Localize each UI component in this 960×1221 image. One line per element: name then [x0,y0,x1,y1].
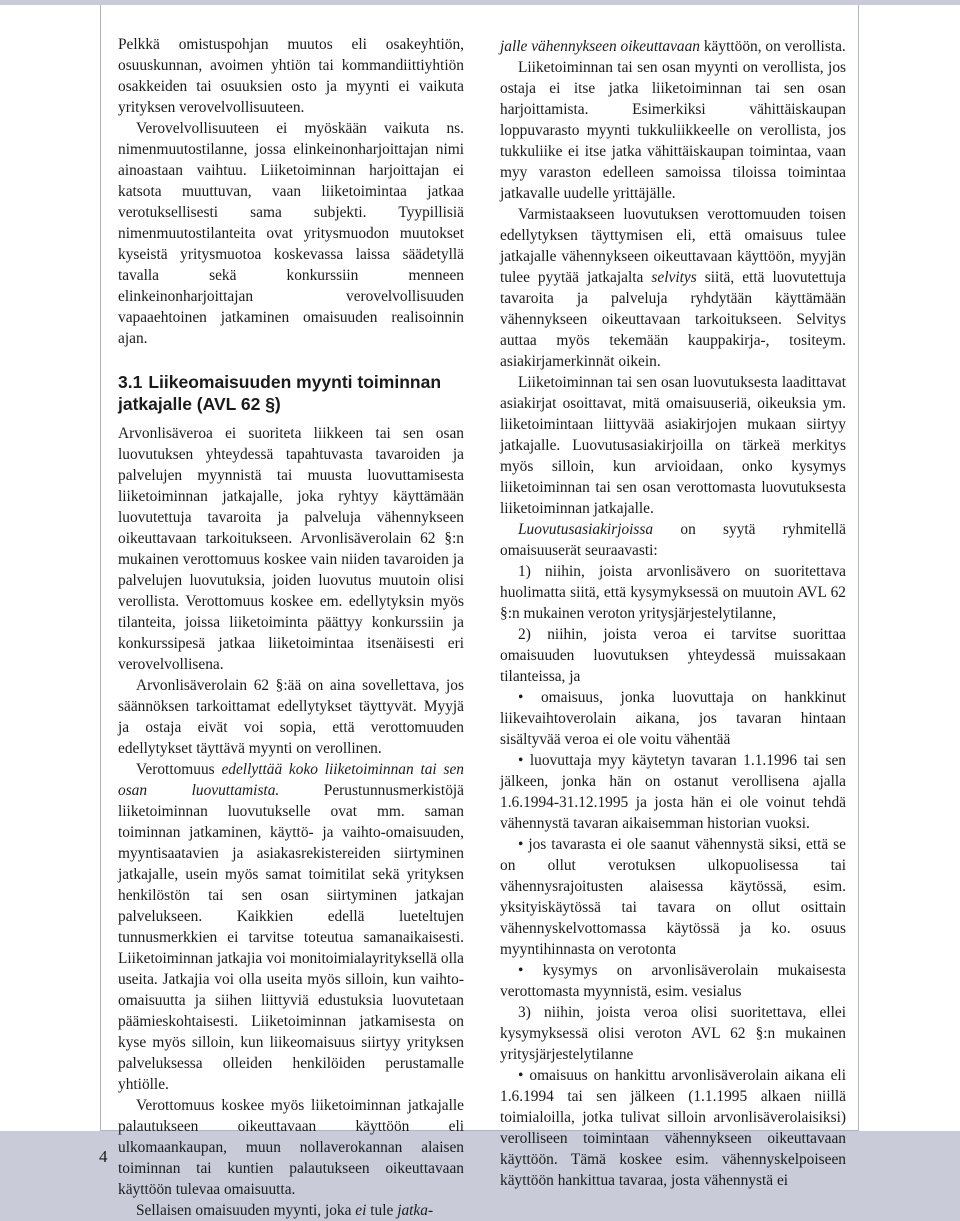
emphasis: ei [355,1202,367,1219]
left-column [118,34,464,1221]
text-run: Varmistaakseen luovutuksen verottomuuden toisen edellytyksen täyttymisen eli, että omaisuus tulee jatkajalle vähennykseen oikeuttavaan käyttöön, myyjän tulee pyytää jatkajalta [500,206,846,286]
list-item: 3) niihin, joista veroa olisi suoritettava, ellei kysymyksessä olisi veroton AVL 62 §:n mukainen yritysjärjestelytilanne [500,1004,846,1063]
text-run: tule [366,1202,398,1219]
text-run: Sellaisen omaisuuden myynti, joka [136,1202,356,1219]
emphasis: edellyttää koko liiketoiminnan tai sen osan luovuttamista. [118,761,464,799]
text-run: käyttöön, on verollista. [700,38,846,55]
emphasis: jatka- [397,1202,434,1219]
paragraph: Verovelvollisuuteen ei myöskään vaikuta ns. nimenmuutostilanne, jossa elinkeinonharjoittajan nimi ainoastaan vaihtuu. Liiketoiminnan harjoittajan ei katsota muuttuvan, vaan liiketoimintaa jatkaa verotuksellisesti sama subjekti. Tyypillisiä nimenmuutostilanteita ovat yritysmuodon muutokset kyseistä yritysmuotoa koskevassa laissa säädetyllä tavalla sekä konkurssiin menneen elinkeinonharjoittajan verovelvollisuuden vapaaehtoinen jatkaminen omaisuuden realisoinnin ajan. [118,120,464,347]
paragraph: Arvonlisäverolain 62 §:ää on aina sovellettava, jos säännöksen tarkoittamat edellytykset täyttyvät. Myyjä ja ostaja eivät voi sopia, että verottomuuden edellytykset täyttävä myynti on verollinen. [118,677,464,757]
paragraph [500,36,846,57]
list-item: 1) niihin, joista arvonlisävero on suoritettava huolimatta siitä, että kysymyksessä on muutoin AVL 62 §:n mukainen veroton yritysjärjestelytilanne, [500,563,846,622]
section-title: Liikeomaisuuden myynti toiminnan jatkajalle (AVL 62 §) [118,372,442,414]
paragraph [118,759,464,1095]
bullet-item: • luovuttaja myy käytetyn tavaran 1.1.1996 tai sen jälkeen, jonka hän on ostanut verollisena ajalla 1.6.1994-31.12.1995 ja josta hän ei ole voinut tehdä vähennystä tavaran aikaisemman historian vuoksi. [500,752,846,832]
paragraph [500,519,846,561]
paragraph: Liiketoiminnan tai sen osan luovutuksesta laadittavat asiakirjat osoittavat, mitä omaisuuseriä, oikeuksia ym. liiketoimintaan liittyvää asiakirjojen mukaan siirtyy jatkajalle. Luovutusasiakirjoilla on tärkeä merkitys myös silloin, kun arvioidaan, onko kysymys liiketoiminnan tai sen osan verottomasta luovutuksesta liiketoiminnan jatkajalle. [500,374,846,517]
emphasis: jalle vähennykseen oikeuttavaan [500,38,700,55]
page-number: 4 [99,1147,108,1166]
emphasis: selvitys [651,269,697,286]
list-item: 2) niihin, joista veroa ei tarvitse suorittaa omaisuuden luovutuksen yhteydessä muissakaan tilanteissa, ja [500,626,846,685]
paragraph: Pelkkä omistuspohjan muutos eli osakeyhtiön, osuuskunnan, avoimen yhtiön tai kommandiittiyhtiön osakkeiden tai osuuksien osto ja myynti ei vaikuta yrityksen verovelvollisuuteen. [118,36,464,116]
paragraph: Arvonlisäveroa ei suoriteta liikkeen tai sen osan luovutuksen yhteydessä tapahtuvasta tavaroiden ja palvelujen myynnistä tai muusta luovuttamisesta liiketoiminnan jatkajalle, joka ryhtyy käyttämään luovutettuja tavaroita ja palveluja vähennykseen oikeuttavaan tarkoitukseen. Arvonlisäverolain 62 §:n mukainen verottomuus koskee vain niiden tavaroiden ja palvelujen luovutuksia, joiden luovutus muutoin olisi verollista. Verottomuus koskee em. edellytyksin myös tilanteita, joissa liiketoiminta päättyy konkurssiin ja konkurssipesä jatkaa liiketoimintaa itsenäisesti eri verovelvollisena. [118,425,464,673]
paragraph [500,204,846,372]
text-run: Perustunnusmerkistöjä liiketoiminnan luovutukselle ovat mm. saman toiminnan jatkaminen, käyttö- ja vaihto-omaisuuden, myyntisaatavien ja asiakasrekistereiden siirtyminen jatkajalle, usein myös samat toimitilat sekä yrityksen henkilöstön tai sen osan siirtyminen jatkajan palvelukseen. Kaikkien edellä lueteltujen tunnusmerkkien ei tarvitse toteutua samanaikaisesti. Liiketoiminnan jatkajia voi monitoimialayrityksellä olla useita. Jatkajia voi olla useita myös silloin, kun vaihto-omaisuutta ja siihen liittyviä edustuksia luovutetaan päämieskohtaisesti. Liiketoiminnan jatkamisesta on kyse myös silloin, kun liikeomaisuus siirtyy yrityksen palveluksessa olleiden henkilöiden perustamalle yhtiölle. [118,782,464,1093]
emphasis: Luovutusasiakirjoissa [518,521,654,538]
right-column [500,36,846,1191]
bullet-item: • kysymys on arvonlisäverolain mukaisesta verottomasta myynnistä, esim. vesialus [500,962,846,1000]
paragraph: Liiketoiminnan tai sen osan myynti on verollista, jos ostaja ei itse jatka liiketoiminnan tai sen osan harjoittamista. Esimerkiksi vähittäiskaupan loppuvarasto myynti tukkuliikkeelle on verollista, jos tukkuliike ei itse jatka vähittäiskaupan toimintaa, vaan myy varaston edelleen samoissa tiloissa toimintaa jatkavalle uudelle yrittäjälle. [500,59,846,202]
text-run: siitä, että luovutettuja tavaroita ja palveluja ryhdytään käyttämään vähennykseen oikeuttavaan tarkoitukseen. Selvitys auttaa myös tekemään kauppakirja-, tositeym. asiakirjamerkinnät oikein. [500,269,846,370]
section-heading [118,371,464,415]
bullet-item: • omaisuus, jonka luovuttaja on hankkinut liikevaihtoverolain aikana, jos tavaran hintaan sisältyvää veroa ei ole voitu vähentää [500,689,846,748]
section-number: 3.1 [118,372,143,392]
bullet-item: • omaisuus on hankittu arvonlisäverolain aikana eli 1.6.1994 tai sen jälkeen (1.1.1995 alkaen niillä toimialoilla, jotka tulivat silloin arvonlisäverolaisiksi) verolliseen toimintaan vähennykseen oikeuttavaan käyttöön. Tämä koskee esim. vähennyskelpoiseen käyttöön hankittua tavaraa, josta vähennystä ei [500,1067,846,1189]
bullet-item: • jos tavarasta ei ole saanut vähennystä siksi, että se on ollut verotuksen ulkopuolisessa tai vähennysrajoitusten alaisessa käytössä, esim. yksityiskäytössä tai tavara on ollut osittain vähennyskelvottomassa käytössä ja ko. osuus myyntihinnasta on verotonta [500,836,846,958]
paragraph: Verottomuus koskee myös liiketoiminnan jatkajalle palautukseen oikeuttavaan käyttöön eli ulkomaankaupan, muun nollaverokannan alaisen toiminnan tai kuntien palautukseen oikeuttavaan käyttöön tulevaa omaisuutta. [118,1097,464,1198]
text-run: on syytä ryhmitellä omaisuuserät seuraavasti: [500,521,846,559]
paragraph [118,1200,464,1221]
text-run: Verottomuus [136,761,222,778]
